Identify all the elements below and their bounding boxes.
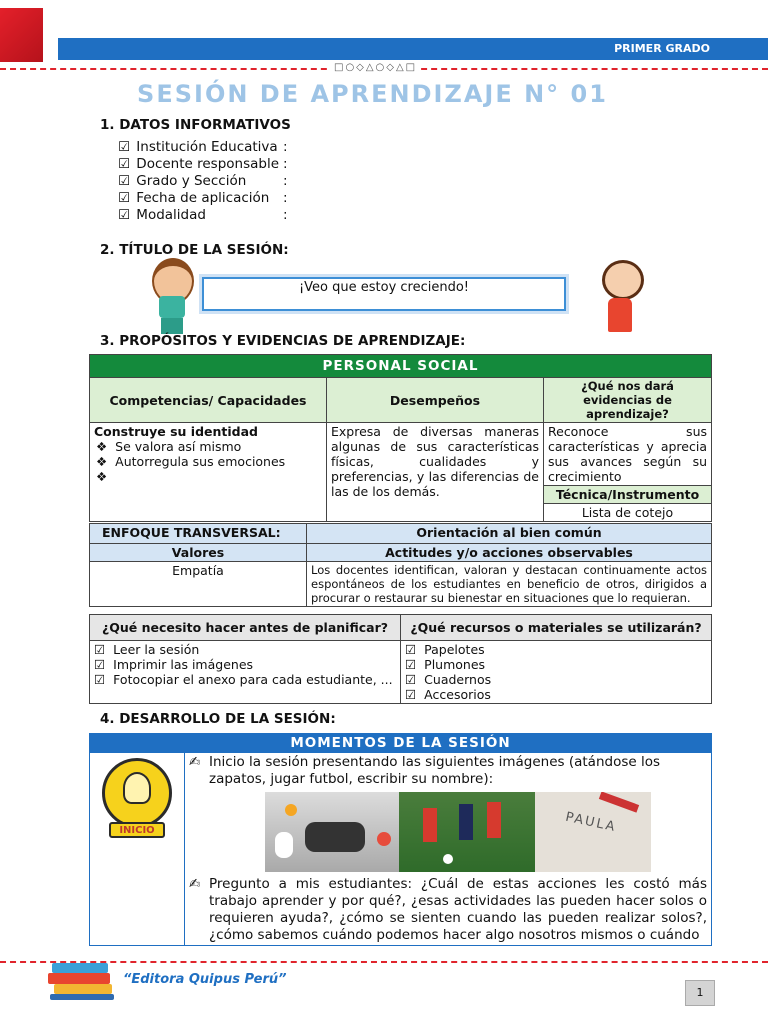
writing-image bbox=[535, 792, 651, 872]
shapes-ornament: □○◇△○◇△□ bbox=[330, 62, 421, 73]
valores-label: Valores bbox=[90, 544, 307, 562]
capacidad-item: ❖ Se valora así mismo bbox=[96, 439, 242, 454]
lightbulb-icon bbox=[99, 758, 175, 842]
datos-item: ☑ Fecha de aplicación : bbox=[118, 190, 288, 206]
images-row bbox=[265, 792, 707, 872]
antes-item: ☑ Fotocopiar el anexo para cada estudiante, ... bbox=[94, 672, 393, 687]
diamond-bullet-icon: ❖ bbox=[96, 439, 108, 454]
section4-heading: 4. DESARROLLO DE LA SESIÓN: bbox=[100, 711, 336, 727]
datos-item: ☑ Institución Educativa : bbox=[118, 139, 288, 155]
paragraph-1: ✍ Inicio la sesión presentando las siguientes imágenes (atándose los zapatos, jugar futbol, escribir su nombre): bbox=[189, 754, 661, 787]
page-title: SESIÓN DE APRENDIZAJE N° 01 bbox=[137, 80, 608, 108]
football-image bbox=[399, 792, 535, 872]
planificar-q2: ¿Qué recursos o materiales se utilizarán? bbox=[401, 615, 712, 641]
capacidad-item: ❖ Autorregula sus emociones bbox=[96, 454, 286, 469]
checkbox-icon: ☑ bbox=[118, 156, 131, 172]
actitudes-label: Actitudes y/o acciones observables bbox=[307, 544, 712, 562]
valor-cell: Empatía bbox=[90, 562, 307, 607]
propositos-table bbox=[89, 354, 712, 522]
checkbox-icon: ☑ bbox=[94, 657, 106, 672]
recurso-item: ☑ Papelotes bbox=[405, 642, 485, 657]
recurso-item: ☑ Plumones bbox=[405, 657, 486, 672]
girl-illustration bbox=[598, 260, 642, 336]
corner-red-block bbox=[0, 8, 43, 62]
checkbox-icon: ☑ bbox=[405, 672, 417, 687]
col-evidencias: ¿Qué nos dará evidencias de aprendizaje? bbox=[544, 378, 712, 423]
competencia-name: Construye su identidad bbox=[94, 424, 259, 439]
enfoque-table bbox=[89, 523, 712, 607]
shoes-image bbox=[265, 792, 399, 872]
col-desempenos: Desempeños bbox=[327, 378, 544, 423]
enfoque-name: Orientación al bien común bbox=[307, 524, 712, 544]
checkbox-icon: ☑ bbox=[118, 173, 131, 189]
checkbox-icon: ☑ bbox=[118, 207, 131, 223]
area-header: PERSONAL SOCIAL bbox=[90, 355, 712, 378]
session-title-text: ¡Veo que estoy creciendo! bbox=[298, 280, 470, 295]
planificar-table bbox=[89, 614, 712, 704]
pencil-icon: ✍ bbox=[189, 754, 201, 770]
evidencia-cell: Reconoce sus características y aprecia sus avances según su crecimiento bbox=[544, 423, 712, 486]
col-competencias: Competencias/ Capacidades bbox=[90, 378, 327, 423]
books-illustration bbox=[48, 955, 120, 1001]
actitud-cell: Los docentes identifican, valoran y destacan continuamente actos espontáneos de los estudiantes en beneficio de otros, dirigidos a procurar o restaurar su bienestar en situaciones que lo requieran. bbox=[307, 562, 712, 607]
checkbox-icon: ☑ bbox=[405, 657, 417, 672]
section3-heading: 3. PROPÓSITOS Y EVIDENCIAS DE APRENDIZAJE: bbox=[100, 333, 466, 349]
antes-item: ☑ Imprimir las imágenes bbox=[94, 657, 254, 672]
section1-heading: 1. DATOS INFORMATIVOS bbox=[100, 117, 291, 133]
tecnica-value: Lista de cotejo bbox=[544, 504, 712, 522]
datos-list bbox=[118, 139, 318, 224]
checkbox-icon: ☑ bbox=[94, 642, 106, 657]
datos-item: ☑ Grado y Sección : bbox=[118, 173, 288, 189]
antes-list bbox=[90, 641, 401, 704]
desempeno-cell: Expresa de diversas maneras algunas de sus características físicas, cualidades y preferencias, y las diferencias de las de los demás. bbox=[327, 423, 544, 522]
checkbox-icon: ☑ bbox=[94, 672, 106, 687]
checkbox-icon: ☑ bbox=[118, 190, 131, 206]
boy-illustration bbox=[147, 258, 197, 336]
datos-item: ☑ Modalidad : bbox=[118, 207, 288, 223]
tecnica-label: Técnica/Instrumento bbox=[544, 486, 712, 504]
enfoque-label: ENFOQUE TRANSVERSAL: bbox=[90, 524, 307, 544]
grade-label: PRIMER GRADO bbox=[614, 42, 710, 55]
writing-image-text: PAULA bbox=[564, 809, 618, 836]
momentos-header: MOMENTOS DE LA SESIÓN bbox=[90, 734, 712, 753]
datos-item: ☑ Docente responsable : bbox=[118, 156, 288, 172]
diamond-bullet-icon: ❖ bbox=[96, 469, 108, 484]
page-number: 1 bbox=[685, 980, 715, 1006]
recurso-item: ☑ Cuadernos bbox=[405, 672, 492, 687]
desarrollo-table bbox=[89, 733, 712, 946]
section2-heading: 2. TÍTULO DE LA SESIÓN: bbox=[100, 242, 289, 258]
planificar-q1: ¿Qué necesito hacer antes de planificar? bbox=[90, 615, 401, 641]
pencil-icon: ✍ bbox=[189, 876, 201, 892]
recursos-list bbox=[401, 641, 712, 704]
inicio-cell bbox=[90, 753, 185, 946]
checkbox-icon: ☑ bbox=[405, 642, 417, 657]
antes-item: ☑ Leer la sesión bbox=[94, 642, 200, 657]
session-title-box bbox=[202, 277, 566, 311]
publisher-name: “Editora Quipus Perú” bbox=[123, 972, 287, 987]
checkbox-icon: ☑ bbox=[118, 139, 131, 155]
inicio-content bbox=[185, 753, 712, 946]
diamond-bullet-icon: ❖ bbox=[96, 454, 108, 469]
checkbox-icon: ☑ bbox=[405, 687, 417, 702]
inicio-label: INICIO bbox=[109, 822, 165, 838]
competencia-cell bbox=[90, 423, 327, 522]
paragraph-2: ✍ Pregunto a mis estudiantes: ¿Cuál de estas acciones les costó más trabajo aprender y por qué?, ¿esas actividades las pueden hacer solos o requieren ayuda?, ¿cómo se sienten cuando las pueden realizar solos?, ¿cómo sabemos cuándo podemos hacer algo nosotros mismos o cuándo bbox=[189, 876, 707, 943]
recurso-item: ☑ Accesorios bbox=[405, 687, 491, 702]
capacidad-item bbox=[94, 469, 322, 484]
